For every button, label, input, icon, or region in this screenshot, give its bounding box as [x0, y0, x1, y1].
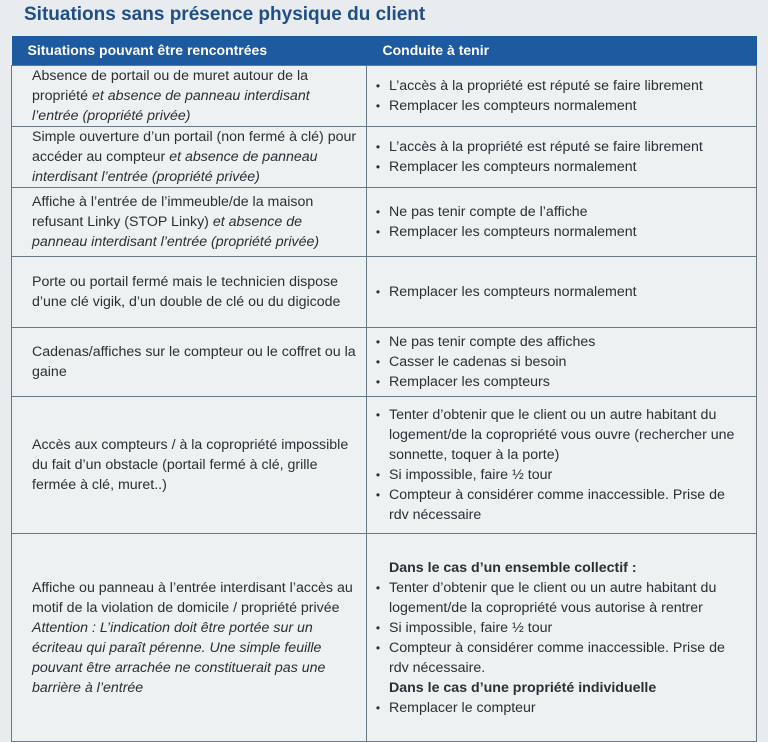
- action-item: [367, 578, 748, 618]
- conduite-cell: [367, 328, 757, 397]
- action-text: L’accès à la propriété est réputé se faire librement: [389, 139, 703, 155]
- bullet-icon: •: [375, 140, 381, 154]
- situation-text-italic: et absence de panneau interdisant l’entrée (propriété privée): [32, 214, 320, 250]
- header-conduite: Conduite à tenir: [367, 36, 757, 66]
- action-text: Tenter d’obtenir que le client ou un autre habitant du logement/de la copropriété vous ouvre (rechercher une sonnette, toquer à la porte): [389, 407, 735, 463]
- action-list: [367, 558, 748, 718]
- bullet-icon: •: [375, 335, 381, 349]
- situation-text: Accès aux compteurs / à la copropriété impossible du fait d’un obstacle (portail fermé à clé, grille fermée à clé, muret..): [32, 437, 349, 493]
- situation-cell: [12, 397, 367, 534]
- bullet-icon: •: [375, 375, 381, 389]
- action-item: [367, 137, 748, 157]
- situation-cell: [12, 257, 367, 328]
- table-row: [12, 127, 757, 188]
- conduite-cell: [367, 257, 757, 328]
- situation-text: Simple ouverture d’un portail (non fermé à clé) pour accéder au compteur: [32, 129, 357, 165]
- action-item: [367, 76, 748, 96]
- action-item: [367, 96, 748, 116]
- situation-text: Affiche ou panneau à l’entrée interdisant l’accès au motif de la violation de domicile / propriété privée: [32, 579, 353, 616]
- action-text: Remplacer le compteur: [389, 699, 536, 716]
- bullet-icon: •: [375, 99, 381, 113]
- bullet-icon: •: [375, 468, 381, 482]
- table-row: [12, 66, 757, 127]
- action-text: Remplacer les compteurs normalement: [389, 98, 637, 114]
- action-text: Ne pas tenir compte des affiches: [389, 334, 596, 350]
- bullet-icon: •: [375, 225, 381, 239]
- bullet-icon: •: [375, 205, 381, 219]
- action-text: Si impossible, faire ½ tour: [389, 467, 553, 483]
- action-text: Remplacer les compteurs normalement: [389, 224, 637, 240]
- action-item: [367, 618, 748, 638]
- action-list: [367, 405, 748, 525]
- situation-text: Cadenas/affiches sur le compteur ou le coffret ou la gaine: [32, 344, 356, 380]
- situations-table: [11, 36, 757, 742]
- situation-cell: [12, 534, 367, 742]
- action-text: Compteur à considérer comme inaccessible. Prise de rdv nécessaire: [389, 487, 725, 523]
- situation-text-italic: et absence de panneau interdisant l’entrée (propriété privée): [32, 88, 310, 124]
- conduite-cell: [367, 127, 757, 188]
- page-title: Situations sans présence physique du client: [24, 4, 426, 25]
- action-item: [367, 485, 748, 525]
- action-item: [367, 638, 748, 678]
- action-item: [367, 465, 748, 485]
- situation-cell: [12, 188, 367, 257]
- table-row: [12, 328, 757, 397]
- action-text: Casser le cadenas si besoin: [389, 354, 567, 370]
- action-group-heading: Dans le cas d’une propriété individuelle: [389, 679, 657, 696]
- action-item: [367, 282, 748, 302]
- bullet-icon: •: [375, 580, 381, 595]
- action-text: Remplacer les compteurs normalement: [389, 284, 637, 300]
- situation-cell: [12, 328, 367, 397]
- bullet-icon: •: [375, 285, 381, 299]
- action-text: Tenter d’obtenir que le client ou un autre habitant du logement/de la copropriété vous autorise à rentrer: [389, 579, 717, 616]
- action-group-heading: Dans le cas d’un ensemble collectif :: [389, 559, 637, 576]
- table-row: [12, 534, 757, 742]
- bullet-icon: •: [375, 160, 381, 174]
- table-row: [12, 257, 757, 328]
- action-list: [367, 76, 748, 116]
- bullet-icon: •: [375, 700, 381, 715]
- table-header-row: [12, 36, 757, 66]
- bullet-icon: •: [375, 79, 381, 93]
- conduite-cell: [367, 397, 757, 534]
- table-body: [12, 66, 757, 742]
- conduite-cell: [367, 534, 757, 742]
- situation-text-italic: et absence de panneau interdisant l’entrée (propriété privée): [32, 149, 318, 185]
- situation-text: Porte ou portail fermé mais le technicien dispose d’une clé vigik, d’un double de clé ou du digicode: [32, 274, 341, 310]
- action-text: Si impossible, faire ½ tour: [389, 619, 553, 636]
- action-list: [367, 202, 748, 242]
- bullet-icon: •: [375, 488, 381, 502]
- action-list: [367, 137, 748, 177]
- action-list: [367, 282, 748, 302]
- conduite-cell: [367, 66, 757, 127]
- action-text: Ne pas tenir compte de l’affiche: [389, 204, 588, 220]
- situation-cell: [12, 127, 367, 188]
- action-text: Remplacer les compteurs normalement: [389, 159, 637, 175]
- situation-text-italic: Attention : L’indication doit être portée sur un écriteau qui paraît pérenne. Une simple feuille pouvant être arrachée ne constituerait pas une barrière à l’entrée: [32, 619, 326, 696]
- table-row: [12, 397, 757, 534]
- table-row: [12, 188, 757, 257]
- action-text: Compteur à considérer comme inaccessible. Prise de rdv nécessaire.: [389, 639, 725, 676]
- action-item: [367, 352, 748, 372]
- header-situations: Situations pouvant être rencontrées: [12, 36, 367, 66]
- bullet-icon: •: [375, 620, 381, 635]
- action-item: [367, 698, 748, 718]
- action-list: [367, 332, 748, 392]
- bullet-icon: •: [375, 355, 381, 369]
- situation-text: Absence de portail ou de muret autour de la propriété: [32, 68, 309, 104]
- action-item: [367, 372, 748, 392]
- action-item: [367, 332, 748, 352]
- action-text: Remplacer les compteurs: [389, 374, 550, 390]
- bullet-icon: •: [375, 640, 381, 655]
- action-item: [367, 405, 748, 465]
- bullet-icon: •: [375, 408, 381, 422]
- action-text: L’accès à la propriété est réputé se faire librement: [389, 78, 703, 94]
- action-item: [367, 222, 748, 242]
- action-item: [367, 202, 748, 222]
- situation-text: Affiche à l’entrée de l’immeuble/de la maison refusant Linky (STOP Linky): [32, 194, 314, 230]
- conduite-cell: [367, 188, 757, 257]
- situation-cell: [12, 66, 367, 127]
- action-item: [367, 157, 748, 177]
